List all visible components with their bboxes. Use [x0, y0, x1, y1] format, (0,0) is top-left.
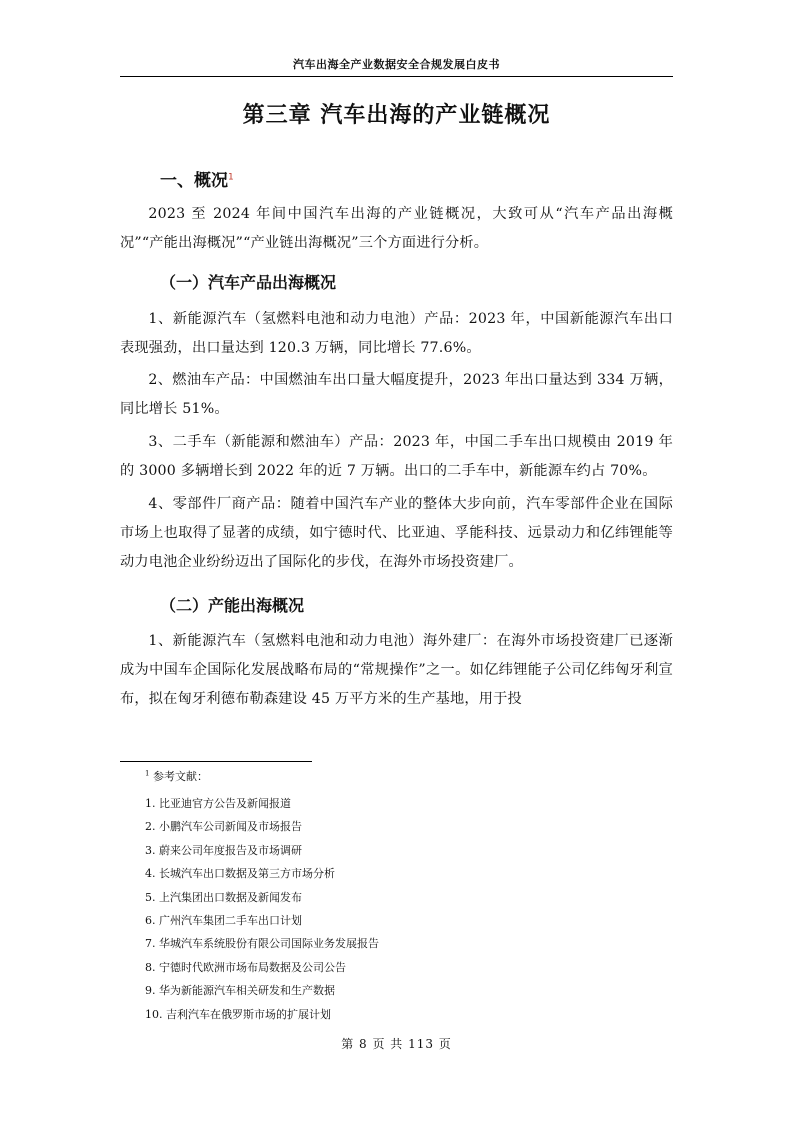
footnote-divider: [120, 761, 312, 762]
reference-item: 7. 华城汽车系统股份有限公司国际业务发展报告: [145, 937, 379, 951]
paragraph-parts-suppliers: 4、零部件厂商产品：随着中国汽车产业的整体大步向前，汽车零部件企业在国际市场上也取得了显著的成绩，如宁德时代、比亚迪、孚能科技、远景动力和亿纬锂能等动力电池企业纷纷迈出了国际化的步伐，在海外市场投资建厂。: [120, 496, 673, 570]
reference-list: [145, 792, 379, 1026]
footnote-title: [145, 768, 208, 784]
reference-item: 6. 广州汽车集团二手车出口计划: [145, 913, 302, 927]
running-header: 汽车出海全产业数据安全合规发展白皮书: [293, 58, 500, 71]
header-divider: [120, 76, 673, 77]
section-heading-text: 一、概况: [160, 171, 228, 191]
reference-item: 1. 比亚迪官方公告及新闻报道: [145, 797, 291, 810]
subsection-heading-products: （一）汽车产品出海概况: [160, 273, 337, 292]
reference-item: 9. 华为新能源汽车相关研发和生产数据: [145, 984, 335, 998]
intro-paragraph: 2023 至 2024 年间中国汽车出海的产业链概况，大致可从“汽车产品出海概况”“产能出海概况”“产业链出海概况”三个方面进行分析。: [120, 206, 673, 251]
section-heading-overview: [160, 166, 234, 191]
reference-item: 8. 宁德时代欧洲市场布局数据及公司公告: [145, 960, 346, 974]
reference-item: 5. 上汽集团出口数据及新闻发布: [145, 890, 302, 904]
reference-item: 4. 长城汽车出口数据及第三方市场分析: [145, 867, 335, 881]
paragraph-used-cars: 3、二手车（新能源和燃油车）产品：2023 年，中国二手车出口规模由 2019 年的 3000 多辆增长到 2022 年的近 7 万辆。出口的二手车中，新能源车约占 70%。: [120, 434, 673, 479]
page-number: 第 8 页 共 113 页: [341, 1037, 452, 1051]
chapter-title: 第三章 汽车出海的产业链概况: [242, 103, 551, 128]
reference-item: 2. 小鹏汽车公司新闻及市场报告: [145, 820, 302, 834]
reference-item: 10. 吉利汽车在俄罗斯市场的扩展计划: [145, 1007, 331, 1021]
reference-item: 3. 蔚来公司年度报告及市场调研: [145, 843, 302, 857]
paragraph-ice-products: 2、燃油车产品：中国燃油车出口量大幅度提升，2023 年出口量达到 334 万辆，同比增长 51%。: [120, 372, 673, 417]
footnote-title-text: 参考文献：: [152, 770, 208, 783]
paragraph-nev-products: 1、新能源汽车（氢燃料电池和动力电池）产品：2023 年，中国新能源汽车出口表现强劲，出口量达到 120.3 万辆，同比增长 77.6%。: [120, 311, 673, 356]
paragraph-overseas-plants: 1、新能源汽车（氢燃料电池和动力电池）海外建厂：在海外市场投资建厂已逐渐成为中国车企国际化发展战略布局的“常规操作”之一。如亿纬锂能子公司亿纬匈牙利宣布，拟在匈牙利德布勒森建设 45 万平方米的生产基地，用于投: [120, 633, 673, 707]
footnote-reference[interactable]: 1: [228, 172, 234, 183]
subsection-heading-capacity: （二）产能出海概况: [160, 596, 305, 615]
footnote-marker: 1: [145, 769, 150, 778]
